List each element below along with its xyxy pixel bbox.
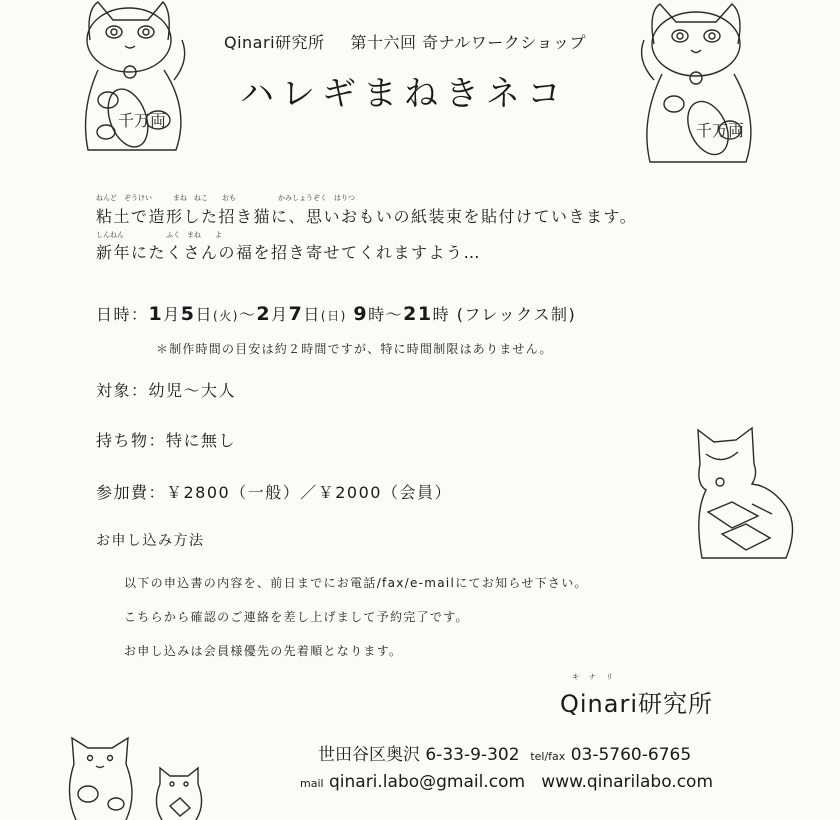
- maneki-neko-top-left-illustration: [68, 0, 198, 160]
- flex-note: (フレックス制): [456, 305, 577, 324]
- date-separator: 〜: [238, 305, 257, 324]
- page-title: ハレギまねきネコ: [240, 74, 568, 114]
- address: 世田谷区奥沢 6-33-9-302: [318, 745, 520, 765]
- coin-text-left: 千万両: [118, 111, 167, 130]
- address-line: [318, 740, 691, 765]
- intro-line2-ruby: しんねん ふく まね よ: [96, 231, 222, 239]
- small-cats-bottom-left-illustration: [64, 734, 214, 820]
- end-month: 2: [256, 303, 272, 325]
- apply-line2: こちらから確認のご連絡を差し上げまして予約完了です。: [124, 610, 469, 624]
- coin-text-right: 千万両: [696, 121, 745, 140]
- email-link[interactable]: qinari.labo@gmail.com: [328, 772, 526, 792]
- sitting-cat-illustration: [692, 424, 802, 564]
- start-month: 1: [148, 303, 164, 325]
- apply-title: お申し込み方法: [96, 533, 205, 549]
- start-dow: (火): [213, 309, 239, 323]
- fee-line: 参加費：￥2800（一般）／￥2000（会員）: [96, 483, 452, 502]
- intro-line1: 粘土で造形した招き猫に、思いおもいの紙装束を貼付けていきます。: [96, 207, 638, 226]
- tel-number: 03-5760-6765: [570, 745, 692, 765]
- header-line: [224, 30, 586, 53]
- end-dow: (日): [320, 309, 347, 323]
- target-line: 対象：幼児〜大人: [96, 381, 237, 400]
- apply-line3: お申し込みは会員様優先の先着順となります。: [124, 644, 403, 658]
- schedule-label: 日時：: [96, 305, 149, 324]
- end-day: 7: [288, 303, 304, 325]
- end-day-unit: 日: [303, 305, 321, 324]
- start-day: 5: [180, 303, 196, 325]
- belongings-line: 持ち物：特に無し: [96, 431, 237, 450]
- tel-label: tel/fax: [530, 750, 566, 763]
- intro-line1-ruby: ねんど ぞうけい まね ねこ おも かみしょうぞく はりつ: [96, 194, 355, 202]
- org-ruby: キナリ: [572, 673, 623, 681]
- close-unit: 時: [432, 305, 451, 324]
- mail-label: mail: [300, 777, 324, 790]
- lab-name: Qinari研究所: [224, 33, 325, 52]
- open-unit: 時〜: [368, 305, 404, 324]
- apply-line1: 以下の申込書の内容を、前日までにお電話/fax/e-mailにてお知らせ下さい。: [124, 576, 588, 590]
- website-link[interactable]: www.qinarilabo.com: [541, 772, 714, 792]
- start-day-unit: 日: [195, 305, 214, 324]
- workshop-name: 第十六回 奇ナルワークショップ: [350, 33, 586, 52]
- close-hour: 21: [403, 303, 433, 325]
- open-hour: 9: [353, 303, 369, 325]
- schedule-note: ＊制作時間の目安は約２時間ですが、特に時間制限はありません。: [156, 342, 553, 356]
- intro-line2: 新年にたくさんの福を招き寄せてくれますよう…: [96, 243, 482, 262]
- start-month-unit: 月: [163, 305, 181, 324]
- schedule-line: [96, 302, 576, 325]
- end-month-unit: 月: [271, 305, 289, 324]
- maneki-neko-top-right-illustration: [634, 0, 764, 170]
- contact-line: [300, 772, 713, 792]
- org-name: Qinari研究所: [560, 690, 714, 718]
